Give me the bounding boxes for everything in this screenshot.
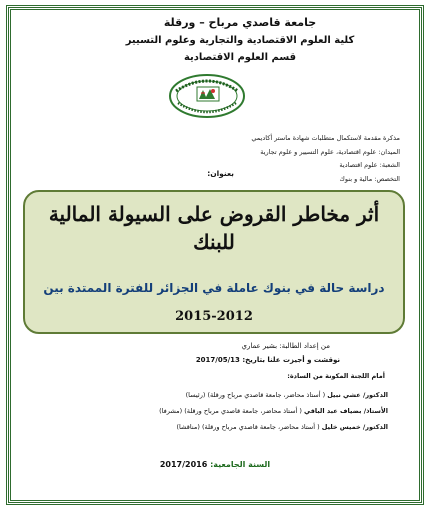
thesis-title-line1: أثر مخاطر القروض على السيولة المالية: [48, 202, 380, 226]
jury-heading: أمام اللجنة المكونة من السادة:: [287, 372, 385, 380]
defense-label: نوقشت و أجيزت علنا بتاريخ:: [242, 356, 340, 364]
jury-member: [43, 403, 388, 419]
field-line: الميدان: علوم اقتصادية، علوم التسيير و علوم تجارية: [260, 147, 400, 156]
jury-member-position: (مشرفا): [159, 407, 183, 415]
faculty-name: كلية العلوم الاقتصادية والتجارية وعلوم التسيير: [125, 35, 355, 46]
university-seal-logo: [168, 73, 246, 119]
academic-year: [0, 460, 430, 469]
jury-member-name: الأستاذ/ بضياف عبد الباقي: [304, 407, 388, 415]
thesis-title-line2: للبنك: [193, 230, 235, 254]
jury-member-position: (مناقشا): [176, 423, 200, 431]
memo-statement: مذكرة مقدمة لاستكمال متطلبات شهادة ماستر أكاديمي: [251, 134, 400, 142]
jury-member-name: الدكتور/ عشي نبيل: [327, 391, 388, 399]
jury-member-role: ( أستاذ محاضر، جامعة قاصدي مرباح ورقلة): [207, 391, 326, 399]
jury-member: [43, 387, 388, 403]
jury-member-role: ( أستاذ محاضر، جامعة قاصدي مرباح ورقلة): [201, 423, 320, 431]
jury-member-position: (رئيسا): [185, 391, 206, 399]
institution-header: [90, 16, 390, 63]
memo-details: [100, 132, 400, 186]
branch-line: الشعبة: علوم اقتصادية: [339, 161, 400, 169]
thesis-subtitle: دراسة حالة في بنوك عاملة في الجزائر للفترة الممتدة بين: [43, 281, 385, 295]
title-intro-label: بعنوان:: [207, 169, 234, 178]
jury-member: [43, 419, 388, 435]
jury-member-name: الدكتور/ خميس خليل: [321, 423, 388, 431]
thesis-title-box: [23, 190, 405, 334]
university-name: جامعة قاصدي مرباح – ورقلة: [163, 16, 317, 29]
thesis-period: 2015-2012: [175, 309, 253, 324]
student-line: من إعداد الطالبة: بشير عماري: [241, 342, 330, 350]
jury-member-role: ( أستاذ محاضر، جامعة قاصدي مرباح ورقلة): [184, 407, 302, 415]
academic-year-value: 2017/2016: [159, 460, 208, 469]
defense-line: [196, 356, 340, 364]
department-name: قسم العلوم الاقتصادية: [183, 52, 297, 63]
defense-date: 2017/05/13: [195, 356, 240, 364]
specialty-line: التخصص: مالية و بنوك: [339, 174, 400, 183]
jury-list: [43, 387, 388, 435]
academic-year-label: السنة الجامعية:: [210, 460, 271, 469]
